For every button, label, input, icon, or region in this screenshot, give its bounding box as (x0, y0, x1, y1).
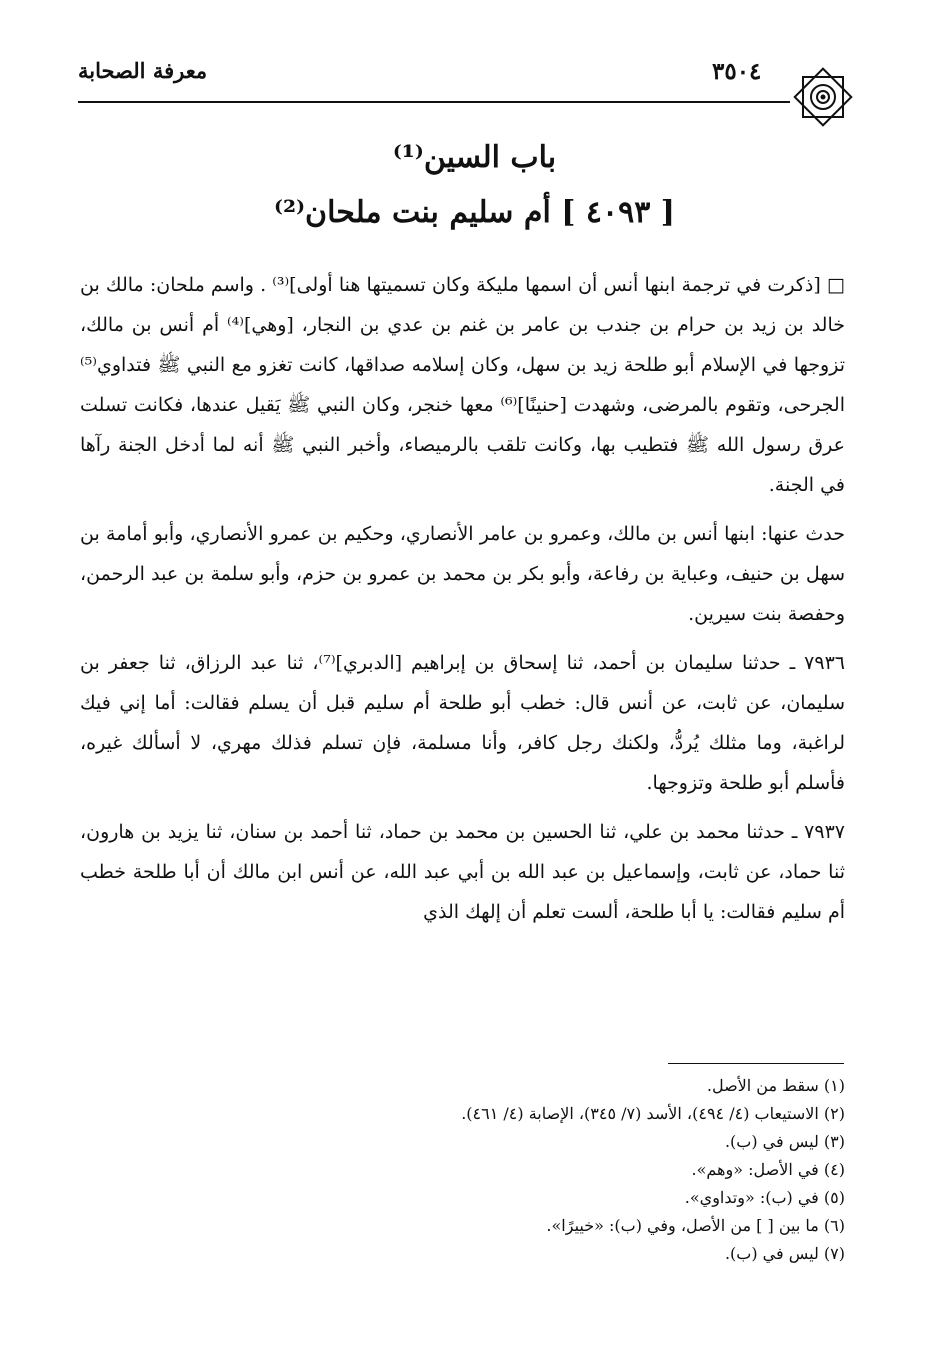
header-rule (78, 101, 790, 103)
footnotes (80, 1072, 845, 1268)
ornament-icon (788, 62, 858, 132)
footnote-rule (668, 1063, 844, 1064)
footnote-item: (٢) الاستيعاب (٤/ ٤٩٤)، الأسد (٧/ ٣٤٥)، الإصابة (٤/ ٤٦١). (461, 1104, 845, 1123)
footnote-item: (٦) ما بين [ ] من الأصل، وفي (ب): «خييرًا». (546, 1216, 845, 1235)
footnote-item: (٣) ليس في (ب). (724, 1132, 845, 1151)
entry-title: [ ٤٠٩٣ ] أم سليم بنت ملحان⁽²⁾ (274, 195, 675, 230)
paragraph-hadith-7936: ٧٩٣٦ ـ حدثنا سليمان بن أحمد، ثنا إسحاق بن إبراهيم [الدبري]⁽⁷⁾، ثنا عبد الرزاق، ثنا جعفر بن سليمان، عن ثابت، عن أنس قال: خطب أبو طلحة أم سليم قبل أن يسلم فقالت: أما إني فيك لراغبة، وما مثلك يُردُّ، ولكنك رجل كافر، وأنا مسلمة، فإن تسلم فذلك مهري، لا أسألك غيره، فأسلم أبو طلحة وتزوجها. (80, 652, 845, 794)
main-text (80, 265, 845, 941)
footnote-item: (٤) في الأصل: «وهم». (691, 1160, 845, 1179)
paragraph-biography: □ [ذكرت في ترجمة ابنها أنس أن اسمها مليكة وكان تسميتها هنا أولى]⁽³⁾ . واسم ملحان: مالك بن خالد بن زيد بن حرام بن جندب بن عامر بن غنم بن عدي بن النجار، [وهي]⁽⁴⁾ أم أنس بن مالك، تزوجها في الإسلام أبو طلحة زيد بن سهل، وكان إسلامه صداقها، كانت تغزو مع النبي ﷺ فتداوي⁽⁵⁾ الجرحى، وتقوم بالمرضى، وشهدت [حنينًا]⁽⁶⁾ معها خنجر، وكان النبي ﷺ يَقيل عندها، فكانت تسلت عرق رسول الله ﷺ فتطيب بها، وكانت تلقب بالرميصاء، وأخبر النبي ﷺ أنه لما أدخل الجنة رآها في الجنة. (80, 274, 846, 496)
page-number: ٣٥٠٤ (712, 58, 762, 85)
footnote-item: (٥) في (ب): «وتداوي». (684, 1188, 845, 1207)
running-header-title: معرفة الصحابة (78, 58, 208, 83)
paragraph-narrators: حدث عنها: ابنها أنس بن مالك، وعمرو بن عامر الأنصاري، وحكيم بن عمرو الأنصاري، وأبو أمامة بن سهل بن حنيف، وعباية بن رفاعة، وأبو بكر بن محمد بن عمرو بن حزم، وأبو سلمة بن عبد الرحمن، وحفصة بنت سيرين. (80, 523, 845, 625)
footnote-item: (١) سقط من الأصل. (706, 1076, 845, 1095)
footnote-item: (٧) ليس في (ب). (724, 1244, 845, 1263)
chapter-title: باب السين⁽¹⁾ (392, 140, 557, 175)
paragraph-hadith-7937: ٧٩٣٧ ـ حدثنا محمد بن علي، ثنا الحسين بن محمد بن حماد، ثنا أحمد بن سنان، ثنا يزيد بن هارون، ثنا حماد، عن ثابت، وإسماعيل بن عبد الله بن أبي عبد الله، عن أنس ابن مالك أن أبا طلحة خطب أم سليم فقالت: يا أبا طلحة، ألست تعلم أن إلهك الذي (80, 821, 845, 923)
